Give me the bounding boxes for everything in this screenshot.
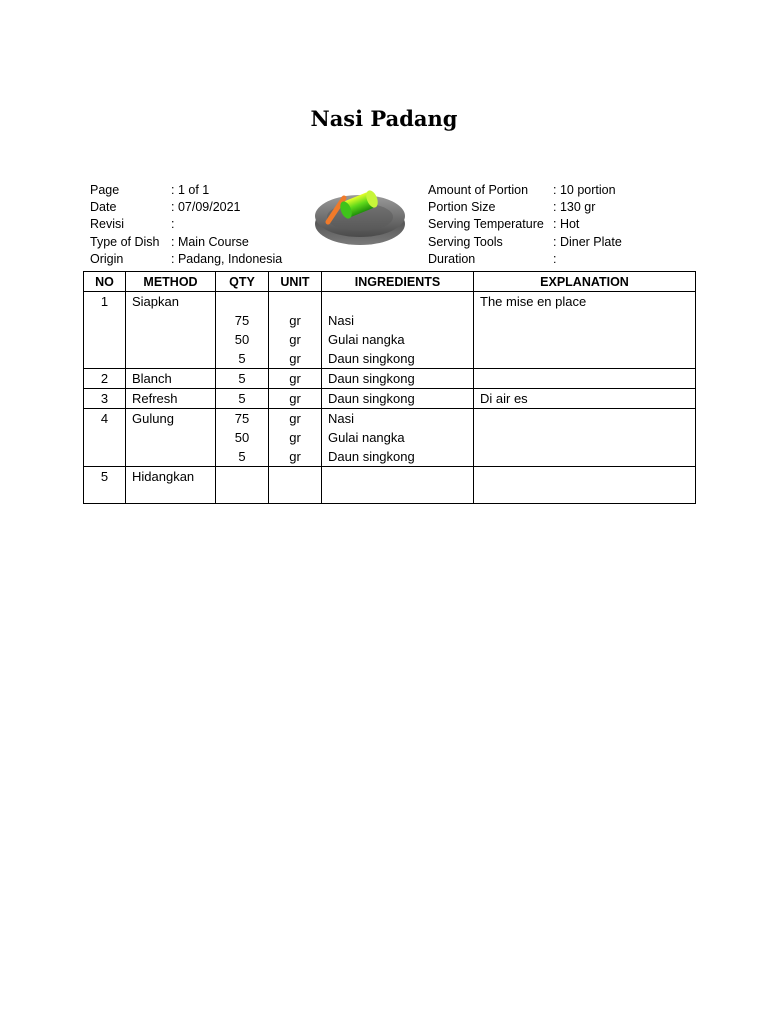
table-row	[84, 369, 696, 389]
info-value: : 10 portion	[553, 183, 616, 197]
table-header-row	[84, 272, 696, 292]
info-row-amount-of-portion	[428, 182, 622, 199]
cell-explanation	[474, 409, 696, 467]
cell-line: 5	[238, 371, 246, 386]
cell-line: Blanch	[132, 371, 172, 386]
cell-line: 4	[100, 411, 109, 426]
cell-line: 50	[234, 430, 250, 445]
cell-line: Nasi	[328, 411, 355, 426]
info-row-duration	[428, 251, 622, 268]
info-value: : Hot	[553, 217, 580, 232]
cell-qty	[216, 467, 269, 504]
cell-line: 50	[234, 332, 250, 347]
cell-ingredients	[322, 467, 474, 504]
cell-method	[126, 467, 216, 504]
info-value: : 130 gr	[553, 200, 596, 215]
table-row	[84, 292, 696, 369]
dish-image	[312, 184, 408, 253]
cell-line: Hidangkan	[132, 469, 195, 484]
cell-explanation	[474, 467, 696, 504]
info-value: : Padang, Indonesia	[171, 251, 283, 266]
cell-line: gr	[289, 351, 301, 366]
cell-method	[126, 409, 216, 467]
cell-line: gr	[289, 332, 301, 347]
table-row	[84, 409, 696, 467]
cell-line: gr	[289, 449, 301, 464]
cell-no	[84, 369, 126, 389]
header-qty: QTY	[216, 272, 269, 292]
cell-line	[216, 292, 268, 311]
cell-line	[328, 467, 473, 486]
header-explanation: EXPLANATION	[474, 272, 696, 292]
info-label: Serving Temperature	[428, 217, 544, 232]
info-row-serving-tools	[428, 234, 622, 251]
cell-line	[480, 409, 695, 428]
cell-line: 3	[100, 391, 109, 406]
cell-method	[126, 389, 216, 409]
cell-ingredients	[322, 389, 474, 409]
info-label: Serving Tools	[428, 234, 503, 249]
info-value: :	[553, 251, 557, 266]
cell-line: Daun singkong	[328, 449, 415, 464]
cell-no	[84, 389, 126, 409]
info-row-date	[90, 199, 282, 216]
info-label: Amount of Portion	[428, 183, 529, 197]
cell-line: Gulai nangka	[328, 430, 405, 445]
cell-line	[480, 467, 695, 486]
cell-line: 75	[234, 313, 250, 328]
cell-line: 5	[238, 449, 246, 464]
info-row-origin	[90, 251, 282, 268]
cell-line: gr	[289, 313, 301, 328]
info-value: : 07/09/2021	[171, 200, 241, 215]
cell-line: gr	[289, 430, 301, 445]
recipe-table	[83, 271, 696, 504]
info-row-revisi	[90, 216, 282, 233]
header-unit: UNIT	[269, 272, 322, 292]
cell-line: Siapkan	[132, 294, 179, 309]
cell-line	[269, 292, 321, 311]
cell-no	[84, 467, 126, 504]
info-right	[428, 182, 622, 268]
cell-line: Daun singkong	[328, 391, 415, 406]
cell-line: gr	[289, 411, 301, 426]
cell-unit	[269, 467, 322, 504]
cell-line	[216, 467, 268, 486]
cell-explanation	[474, 292, 696, 369]
cell-line: Di air es	[480, 391, 528, 406]
cell-unit	[269, 369, 322, 389]
cell-line: 5	[238, 351, 246, 366]
cell-line: 5	[100, 469, 109, 484]
cell-line: 2	[100, 371, 109, 386]
cell-unit	[269, 292, 322, 369]
cell-line: Refresh	[132, 391, 178, 406]
info-label: Duration	[428, 251, 476, 266]
cell-explanation	[474, 369, 696, 389]
page-title: Nasi Padang	[310, 106, 458, 131]
cell-method	[126, 369, 216, 389]
cell-qty	[216, 389, 269, 409]
cell-method	[126, 292, 216, 369]
info-label: Revisi	[90, 217, 125, 232]
cell-line: Nasi	[328, 313, 355, 328]
cell-line: Daun singkong	[328, 351, 415, 366]
cell-line: Gulung	[132, 411, 174, 426]
info-value: : Diner Plate	[553, 234, 622, 249]
info-label: Origin	[90, 251, 124, 266]
info-row-serving-temperature	[428, 216, 622, 233]
info-label: Date	[90, 200, 117, 215]
info-row-page	[90, 182, 282, 199]
cell-no	[84, 409, 126, 467]
header-method: METHOD	[126, 272, 216, 292]
table-row	[84, 389, 696, 409]
header-ingredients: INGREDIENTS	[322, 272, 474, 292]
info-label: Type of Dish	[90, 234, 160, 249]
cell-line: 1	[100, 294, 109, 309]
cell-unit	[269, 389, 322, 409]
info-label: Portion Size	[428, 200, 496, 215]
cell-line: The mise en place	[480, 294, 587, 309]
info-value: :	[171, 217, 175, 232]
cell-no	[84, 292, 126, 369]
cell-ingredients	[322, 409, 474, 467]
cell-ingredients	[322, 292, 474, 369]
cell-line	[328, 292, 473, 311]
cell-qty	[216, 369, 269, 389]
cell-unit	[269, 409, 322, 467]
cell-qty	[216, 409, 269, 467]
cell-line: 5	[238, 391, 246, 406]
info-left	[90, 182, 282, 268]
cell-explanation	[474, 389, 696, 409]
cell-line: gr	[289, 391, 301, 406]
cell-qty	[216, 292, 269, 369]
info-row-type-of-dish	[90, 234, 282, 251]
table-row	[84, 467, 696, 504]
info-value: : 1 of 1	[171, 183, 210, 197]
info-row-portion-size	[428, 199, 622, 216]
header-no: NO	[84, 272, 126, 292]
info-value: : Main Course	[171, 234, 249, 249]
cell-line	[269, 467, 321, 486]
cell-line: gr	[289, 371, 301, 386]
cell-line: 75	[234, 411, 250, 426]
cell-line	[480, 369, 695, 388]
cell-line: Gulai nangka	[328, 332, 405, 347]
info-label: Page	[90, 183, 120, 197]
cell-ingredients	[322, 369, 474, 389]
cell-line: Daun singkong	[328, 371, 415, 386]
